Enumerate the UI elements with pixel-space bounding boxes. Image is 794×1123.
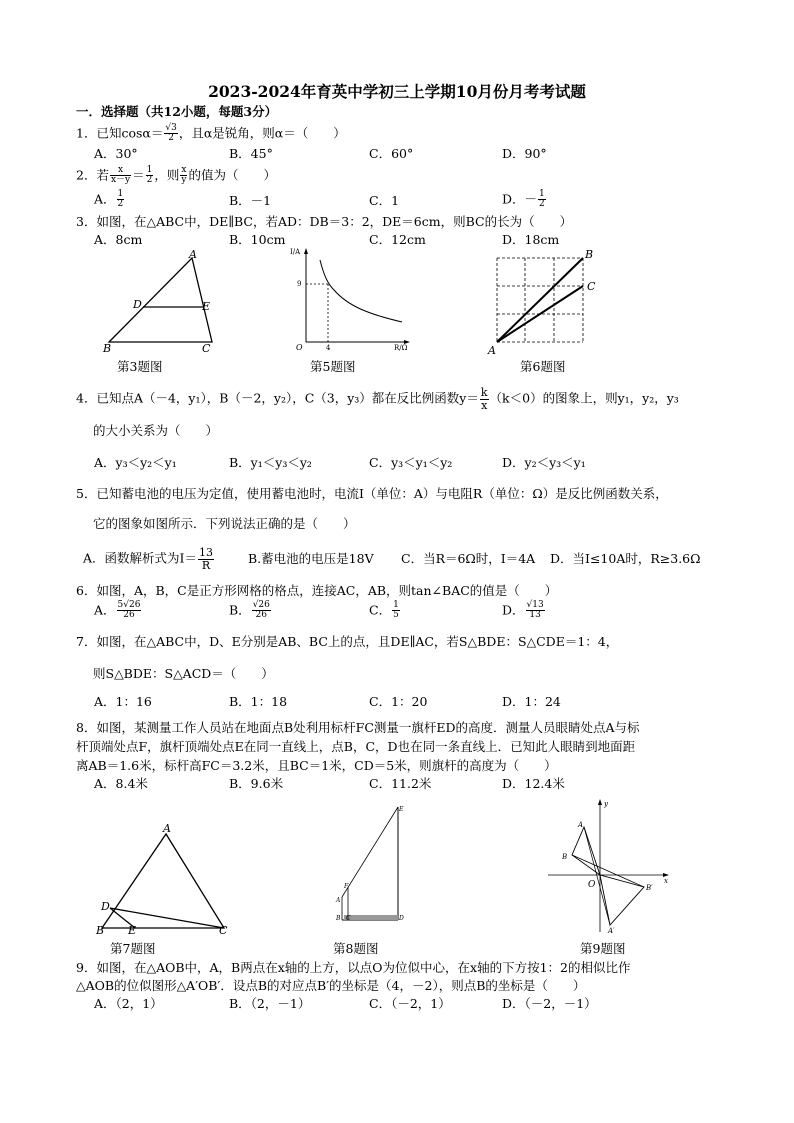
q9-option-c[interactable]: C．（－2，1） [369, 996, 451, 1011]
q4-option-b[interactable]: B．y₁＜y₃＜y₂ [229, 455, 312, 470]
q6-option-d[interactable]: D． $\frac{√13}{13}$ [502, 600, 544, 621]
figure-6-grid [488, 246, 603, 357]
fig7-caption: 第7题图 [110, 941, 156, 956]
fig6-caption: 第6题图 [520, 359, 566, 374]
q2-option-b[interactable]: B．－1 [229, 193, 272, 208]
fig8-label-d: D [399, 915, 404, 922]
fig7-label-b: B [96, 924, 105, 937]
fig8-label-c: C [346, 915, 351, 922]
q7-option-c[interactable]: C．1：20 [369, 694, 428, 709]
fig5-xlabel: R/Ω [394, 344, 408, 352]
q3-option-c[interactable]: C．12cm [369, 232, 426, 247]
q8-option-c[interactable]: C．11.2米 [369, 776, 432, 791]
fig3-label-a: A [189, 248, 197, 261]
q2-option-a[interactable]: A． $\frac{1}{2}$ [94, 189, 124, 210]
q8-option-a[interactable]: A．8.4米 [94, 776, 148, 791]
q2-option-c[interactable]: C．1 [369, 193, 400, 208]
fig5-xtick: 4 [326, 344, 331, 352]
question-6: 6．如图，A，B，C是正方形网格的格点，连接AC，AB，则tan∠BAC的值是（ ） [76, 583, 558, 598]
question-2: 2．若 $\frac{x}{x-y}$ ＝ $\frac{1}{2}$ ，则 $\frac{x}{y}$ 的值为（ ） [76, 165, 276, 186]
fig8-label-b: B [336, 915, 341, 922]
figure-7-triangle [90, 820, 240, 935]
fig9-caption: 第9题图 [580, 941, 626, 956]
q1-option-c[interactable]: C．60° [369, 146, 414, 161]
q6-option-c[interactable]: C． $\frac{1}{5}$ [369, 600, 399, 621]
fig9-label-b: B [562, 853, 568, 861]
fig8-label-a: A [336, 897, 341, 904]
q3-option-b[interactable]: B．10cm [229, 232, 286, 247]
fig7-label-e: E [128, 924, 137, 937]
fig7-label-c: C [219, 924, 228, 937]
q1-option-b[interactable]: B．45° [229, 146, 273, 161]
figure-3-triangle [95, 250, 225, 355]
fig5-origin: O [296, 343, 303, 352]
fig7-label-a: A [163, 822, 171, 835]
q9-option-d[interactable]: D．（－2，－1） [502, 996, 597, 1011]
fig6-label-c: C [587, 280, 596, 293]
q5-option-b[interactable]: B.蓄电池的电压是18V [248, 551, 374, 566]
fig5-caption: 第5题图 [310, 359, 356, 374]
fig3-label-b: B [103, 342, 112, 355]
question-9: 9．如图，在△AOB中，A，B两点在x轴的上方，以点O为位似中心，在x轴的下方按1：2的相似比作 [76, 960, 631, 975]
q6-option-a[interactable]: A． $\frac{5√26}{26}$ [94, 600, 141, 621]
fig9-label-y: y [604, 800, 608, 808]
q3-option-a[interactable]: A．8cm [94, 232, 143, 247]
q3-option-d[interactable]: D．18cm [502, 232, 560, 247]
fig8-label-f: F [344, 883, 349, 890]
q5-option-a[interactable]: A．函数解析式为I＝ $\frac{13}{R}$ [83, 546, 213, 572]
question-7: 7．如图，在△ABC中，D、E分别是AB、BC上的点，且DE∥AC，若S△BDE：S△CDE＝1：4， [76, 634, 619, 649]
q4-option-d[interactable]: D．y₂＜y₃＜y₁ [502, 455, 586, 470]
fig6-label-b: B [585, 248, 594, 261]
fig9-label-o: O [588, 880, 596, 890]
fig3-label-d: D [133, 298, 142, 311]
q4-option-a[interactable]: A．y₃＜y₂＜y₁ [94, 455, 177, 470]
fig8-label-e: E [399, 806, 404, 813]
question-5-cont: 它的图象如图所示．下列说法正确的是（ ） [93, 516, 356, 531]
q8-option-d[interactable]: D．12.4米 [502, 776, 565, 791]
question-1 [76, 124, 346, 144]
q2-option-d[interactable]: D．－ $\frac{1}{2}$ [502, 189, 545, 210]
fig3-label-e: E [202, 300, 211, 313]
exam-title: 2023-2024年育英中学初三上学期10月份月考考试题 [208, 82, 586, 101]
q1-stem-end: ，且α是锐角，则α＝（ ） [178, 125, 346, 141]
q9-option-a[interactable]: A．（2，1） [94, 996, 163, 1011]
question-5: 5．已知蓄电池的电压为定值，使用蓄电池时，电流I（单位：A）与电阻R（单位：Ω）是反比例函数关系， [76, 486, 668, 501]
fig6-label-a: A [488, 344, 496, 357]
q1-fraction: $\frac{√3}{2}$ [165, 123, 177, 144]
q7-option-d[interactable]: D．1：24 [502, 694, 561, 709]
q8-option-b[interactable]: B．9.6米 [229, 776, 284, 791]
question-8-cont2: 离AB＝1.6米，标杆高FC＝3.2米，且BC＝1米，CD＝5米，则旗杆的高度为（ ） [76, 758, 557, 773]
q1-stem: 1．已知cosα＝ [76, 125, 164, 141]
fig9-label-aprime: A′ [608, 927, 615, 935]
q5-option-c[interactable]: C．当R＝6Ω时，I＝4A [401, 551, 536, 566]
fig3-label-c: C [202, 342, 211, 355]
fig9-label-x: x [664, 877, 668, 885]
q7-option-a[interactable]: A．1：16 [94, 694, 152, 709]
q1-option-d[interactable]: D．90° [502, 146, 547, 161]
figure-5-graph [288, 246, 413, 354]
fig8-caption: 第8题图 [333, 941, 379, 956]
section-heading: 一．选择题（共12小题，每题3分） [76, 104, 278, 119]
fig7-label-d: D [101, 900, 110, 913]
question-7-cont: 则S△BDE：S△ACD＝（ ） [93, 666, 274, 681]
q1-option-a[interactable]: A．30° [94, 146, 138, 161]
question-8-cont1: 杆顶端处点F，旗杆顶端处点E在同一直线上，点B，C，D也在同一条直线上．已知此人眼睛到地面距 [76, 739, 636, 754]
q6-option-b[interactable]: B． $\frac{√26}{26}$ [229, 600, 270, 621]
fig9-label-bprime: B′ [646, 884, 653, 892]
question-3: 3．如图，在△ABC中，DE∥BC，若AD：DB＝3：2，DE＝6cm，则BC的长为（ ） [76, 214, 573, 229]
question-9-cont: △AOB的位似图形△A′OB′．设点B的对应点B′的坐标是（4，－2），则点B的坐标是（ ） [76, 978, 586, 993]
question-8: 8．如图，某测量工作人员站在地面点B处利用标杆FC测量一旗杆ED的高度．测量人员眼睛处点A与标 [76, 720, 640, 735]
q9-option-b[interactable]: B．（2，－1） [229, 996, 311, 1011]
figure-9-similar-triangles [548, 797, 673, 935]
question-4-cont: 的大小关系为（ ） [93, 423, 219, 438]
fig5-ytick: 9 [297, 280, 302, 288]
q4-option-c[interactable]: C．y₃＜y₁＜y₂ [369, 455, 453, 470]
fig3-caption: 第3题图 [117, 359, 163, 374]
question-4: 4．已知点A（－4，y₁），B（－2，y₂），C（3，y₃）都在反比例函数y＝ $\frac{k}{x}$ （k＜0）的图象上，则y₁，y₂，y₃ [76, 386, 679, 412]
figure-8-flagpole [330, 802, 410, 932]
q5-option-d[interactable]: D．当I≤10A时，R≥3.6Ω [550, 551, 701, 566]
fig9-label-a: A [578, 821, 584, 829]
fig5-ylabel: I/A [290, 248, 301, 256]
q7-option-b[interactable]: B．1：18 [229, 694, 288, 709]
